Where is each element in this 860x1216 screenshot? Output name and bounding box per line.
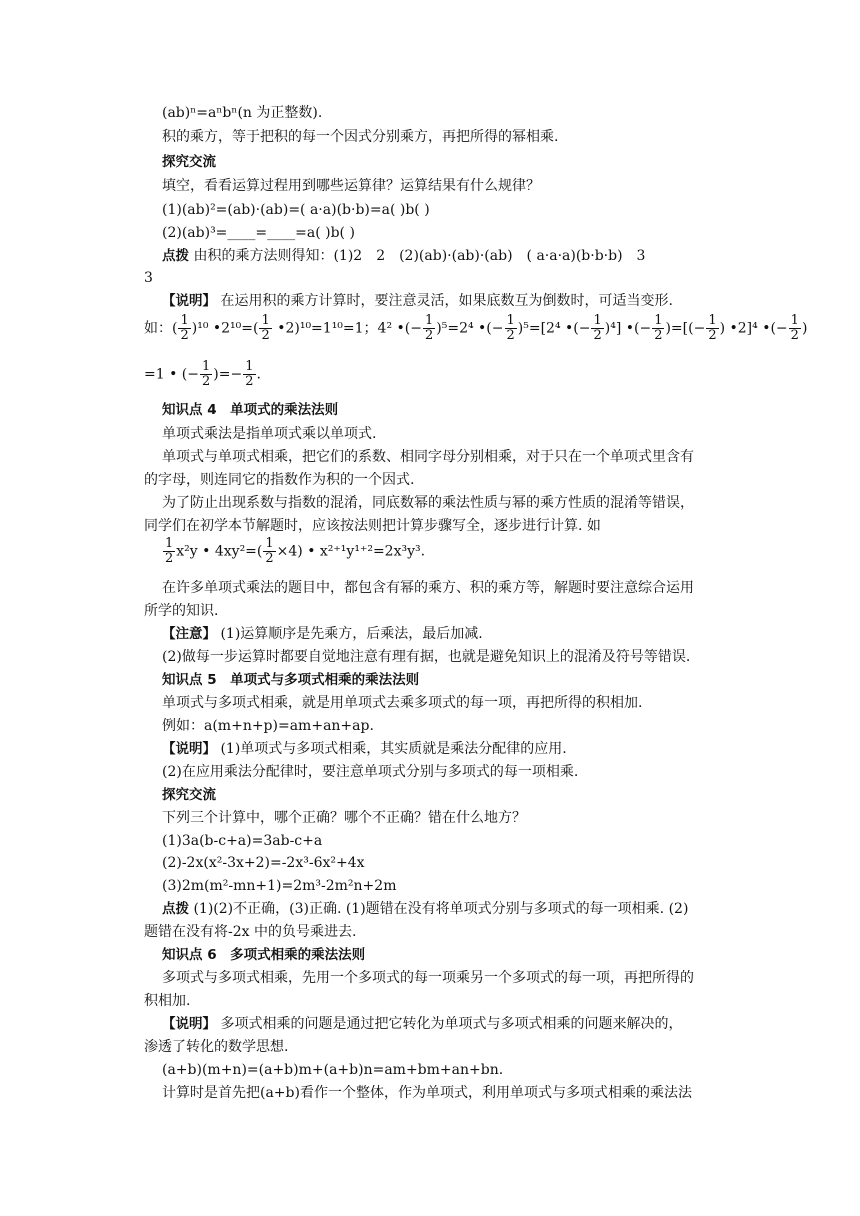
explore-calc-3: (3)2m(m²-mn+1)=2m³-2m²n+2m [162, 878, 397, 894]
fraction-half: $\frac{1}{2}$ [424, 313, 434, 343]
formula-product-power: (ab)ⁿ=aⁿbⁿ(n 为正整数). [162, 105, 323, 121]
para-monomial-3: 为了防止出现系数与指数的混淆，同底数幂的乘法性质与幂的乘方性质的混淆等错误， [162, 495, 694, 511]
caution-1 [162, 624, 483, 644]
hint-label: 点拨 [162, 901, 189, 917]
explore-calc-1: (1)3a(b-c+a)=3ab-c+a [162, 833, 323, 849]
note-text: 多项式相乘的问题是通过把它转化为单项式与多项式相乘的问题来解决的， [220, 1016, 683, 1032]
note-2 [162, 739, 567, 759]
section-explore-2: 探究交流 [162, 787, 216, 803]
fraction-half: $\frac{1}{2}$ [790, 313, 799, 343]
fraction-half: $\frac{1}{2}$ [265, 536, 274, 566]
rule-product-power: 积的乘方，等于把积的每一个因式分别乘方，再把所得的幂相乘. [162, 129, 559, 145]
fraction-half: $\frac{1}{2}$ [180, 313, 189, 343]
fraction-half: $\frac{1}{2}$ [245, 359, 254, 389]
fraction-half: $\frac{1}{2}$ [593, 313, 602, 343]
para-monomial-4b: 所学的知识. [144, 603, 219, 619]
fraction-half: $\frac{1}{2}$ [202, 359, 211, 389]
para-monomial-3b: 同学们在初学本节解题时，应该按法则把计算步骤写全，逐步进行计算. 如 [144, 518, 601, 534]
hint-text: 由积的乘方法则得知：(1)2 2 (2)(ab)·(ab)·(ab) ( a·a·a)(b·b·b) 3 [193, 248, 646, 264]
note-text: (1)单项式与多项式相乘，其实质就是乘法分配律的应用. [220, 741, 567, 757]
hint-label: 点拨 [162, 248, 189, 264]
para-mono-poly-1: 单项式与多项式相乘，就是用单项式去乘多项式的每一项，再把所得的积相加. [162, 695, 643, 711]
heading-knowledge-6: 知识点 6 多项式相乘的乘法法则 [162, 947, 366, 963]
math-example-row-2: =1 • (− $\frac{1}{2}$ )=− $\frac{1}{2}$ . [144, 359, 261, 389]
hint-2b: 题错在没有将-2x 中的负号乘进去. [144, 924, 357, 940]
para-monomial-4: 在许多单项式乘法的题目中，都包含有幂的乘方、积的乘方等，解题时要注意综合运用 [162, 580, 694, 596]
example-poly: (a+b)(m+n)=(a+b)m+(a+b)n=am+bm+an+bn. [162, 1062, 504, 1078]
para-poly-1: 多项式与多项式相乘，先用一个多项式的每一项乘另一个多项式的每一项，再把所得的 [162, 970, 694, 986]
para-monomial-2: 单项式与单项式相乘，把它们的系数、相同字母分别相乘，对于只在一个单项式里含有 [162, 449, 694, 465]
fraction-half: $\frac{1}{2}$ [708, 313, 717, 343]
para-poly-2: 计算时是首先把(a+b)看作一个整体，作为单项式，利用单项式与多项式相乘的乘法法 [162, 1085, 692, 1101]
note-label: 【说明】 [162, 741, 216, 757]
hint-1-continued: 3 [144, 270, 153, 286]
fraction-half: $\frac{1}{2}$ [165, 536, 174, 566]
note-label: 【说明】 [162, 1016, 216, 1032]
explore-question-1: 填空，看看运算过程用到哪些运算律？运算结果有什么规律？ [162, 178, 540, 194]
caution-text: (1)运算顺序是先乘方，后乘法，最后加减. [220, 626, 483, 642]
note-1 [162, 291, 673, 311]
note-2b: (2)在应用乘法分配律时，要注意单项式分别与多项式的每一项相乘. [162, 764, 579, 780]
heading-knowledge-4: 知识点 4 单项式的乘法法则 [162, 402, 339, 418]
hint-text: (1)(2)不正确，(3)正确. (1)题错在没有将单项式分别与多项式的每一项相乘. (2) [193, 901, 689, 917]
explore-item-2: (2)(ab)³=____=____=a( )b( ) [162, 225, 355, 241]
note-label: 【说明】 [162, 293, 216, 309]
explore-calc-2: (2)-2x(x²-3x+2)=-2x³-6x²+4x [162, 855, 365, 871]
fraction-half: $\frac{1}{2}$ [654, 313, 663, 343]
para-monomial-2b: 的字母，则连同它的指数作为积的一个因式. [144, 472, 415, 488]
example-mono-poly: 例如：a(m+n+p)=am+an+ap. [162, 718, 374, 734]
caution-2: (2)做每一步运算时都要自觉地注意有理有据，也就是避免知识上的混淆及符号等错误. [162, 649, 691, 665]
section-explore-1: 探究交流 [162, 154, 216, 170]
caution-label: 【注意】 [162, 626, 216, 642]
math-example-row-1: 如：( $\frac{1}{2}$ )¹⁰ •2¹⁰=( $\frac{1}{2}$ •2)¹⁰=1¹⁰=1；4² •(− $\frac{1}{2}$ )⁵=2⁴ •(− $\frac{1}{2}$ )⁵=[2⁴ •(− $\frac{1}{2}$ )⁴] •(− $\frac{1}{2}$ )=[(− $\frac{1}{2}$ ) •2]⁴ •(− $\frac{1}{2}$ ) [144, 313, 808, 343]
fraction-half: $\frac{1}{2}$ [506, 313, 515, 343]
note-text: 在运用积的乘方计算时，要注意灵活，如果底数互为倒数时，可适当变形. [220, 293, 673, 309]
note-3 [162, 1014, 682, 1034]
para-poly-1b: 积相加. [144, 993, 191, 1009]
explore-item-1: (1)(ab)²=(ab)·(ab)=( a·a)(b·b)=a( )b( ) [162, 202, 430, 218]
heading-knowledge-5: 知识点 5 单项式与多项式相乘的乘法法则 [162, 672, 420, 688]
fraction-half: $\frac{1}{2}$ [261, 313, 270, 343]
explore-question-2: 下列三个计算中，哪个正确？哪个不正确？错在什么地方？ [162, 810, 526, 826]
para-monomial-1: 单项式乘法是指单项式乘以单项式. [162, 426, 377, 442]
hint-2 [162, 899, 688, 919]
math-example-monomial: $\frac{1}{2}$ x²y • 4xy²=( $\frac{1}{2}$ ×4) • x²⁺¹y¹⁺²=2x³y³. [165, 536, 426, 566]
hint-1 [162, 246, 645, 266]
note-3b: 渗透了转化的数学思想. [144, 1039, 289, 1055]
